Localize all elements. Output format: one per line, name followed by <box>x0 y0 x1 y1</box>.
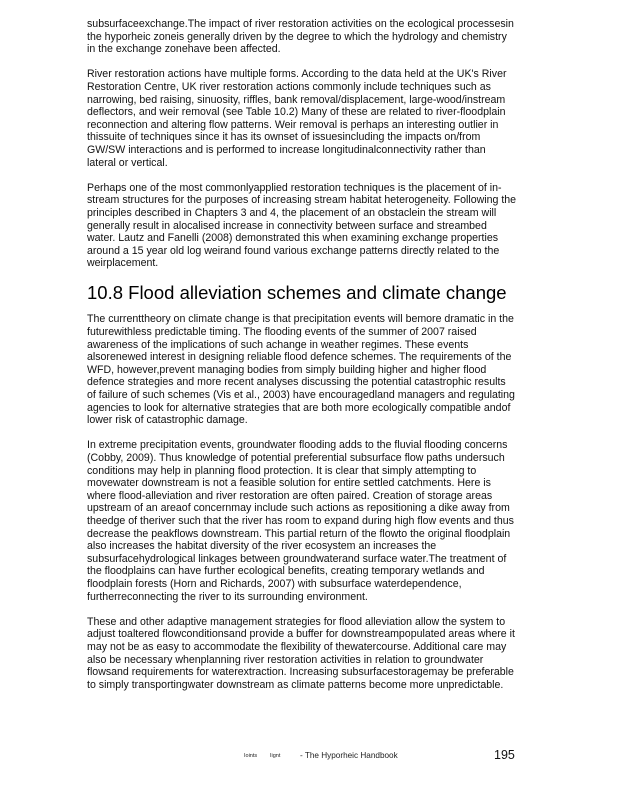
paragraph-restoration-actions: River restoration actions have multiple forms. According to the data held at the UK's River Restoration Centre, UK river restoration actions commonly include techniques such as narrowing, bed raising, sinuosity, riffles, bank removal/displacement, large-wood/instream deflectors, and weir removal (see Table 10.2) Many of these are related to river-floodplain reconnection and altering flow patterns. Weir removal is perhaps an interesting outlier in thissuite of techniques since it has its ownset of issuesincluding the impacts on/from GW/SW interactions and is performed to increase longitudinalconnectivity rather than lateral or vertical. <box>87 68 507 169</box>
section-heading: 10.8 Flood alleviation schemes and climate change <box>87 282 507 304</box>
paragraph-groundwater-flooding: In extreme precipitation events, groundwater flooding adds to the fluvial flooding concerns (Cobby, 2009). Thus knowledge of potential preferential subsurface flow paths undersuch conditions may help in planning flood protection. It is clear that simply attempting to movewater downstream is not a feasible solution for entire settled catchments. Here is where flood-alleviation and river restoration are often paired. Creation of storage areas upstream of an areaof concernmay include such actions as repositioning a dike away from theedge of theriver such that the river has room to expand during high flow events and thus decrease the peakflows downstream. This partial return of the flowto the original floodplain also increases the habitat diversity of the river ecosystem an increases the subsurfacehydrological linkages between groundwaterand surface water.The treatment of the floodplains can have further ecological benefits, creating temporary wetlands and floodplain forests (Horn and Richards, 2007) with subsurface waterdependence, furtherreconnecting the river to its surrounding environment. <box>87 439 514 603</box>
paragraph-climate-theory: The currenttheory on climate change is that precipitation events will bemore dramatic in the futurewithless predictable timing. The flooding events of the summer of 2007 raised awareness of the implications of such achange in weather regimes. These events alsorenewed interest in designing reliable flood defence schemes. The requirements of the WFD, however,prevent managing bodies from simply building higher and higher flood defence strategies and more recent analyses discussing the potential catastrophic results of failure of such schemes (Vis et al., 2003) have encouragedland managers and regulating agencies to look for alternative strategies that are both more ecologically compatible andof lower risk of catastrophic damage. <box>87 313 515 427</box>
footer-mark-left: Ioints <box>244 753 258 759</box>
page-number: 195 <box>494 748 515 762</box>
footer-book-title: - The Hyporheic Handbook <box>300 751 398 760</box>
paragraph-subsurface-exchange: subsurfaceexchange.The impact of river restoration activities on the ecological processesin the hyporheic zoneis generally driven by the degree to which the hydrology and chemistry in the exchange zonehave been affected. <box>87 18 514 56</box>
footer-mark-mid: Iignt <box>270 753 281 759</box>
page-body <box>87 18 517 704</box>
paragraph-instream-structures: Perhaps one of the most commonlyapplied restoration techniques is the placement of in-stream structures for the purposes of increasing stream habitat heterogeneity. Following the principles described in Chapters 3 and 4, the placement of an obstaclein the stream will generally result in alocalised increase in connectivity between surface and streambed water. Lautz and Fanelli (2008) demonstrated this when examining exchange properties around a 15 year old log weirand found various exchange patterns directly related to the weirplacement. <box>87 181 517 270</box>
paragraph-adaptive-management: These and other adaptive management strategies for flood alleviation allow the system to adjust toaltered flowconditionsand provide a buffer for downstreampopulated areas where it may not be as easy to accommodate the flexibility of thewatercourse. Additional care may also be necessary whenplanning river restoration activities in relation to groundwater flowsand requirements for waterextraction. Increasing subsurfacestoragemay be preferable to simply transportingwater downstream as climate patterns become more unpredictable. <box>87 615 515 691</box>
page-footer <box>244 748 519 764</box>
